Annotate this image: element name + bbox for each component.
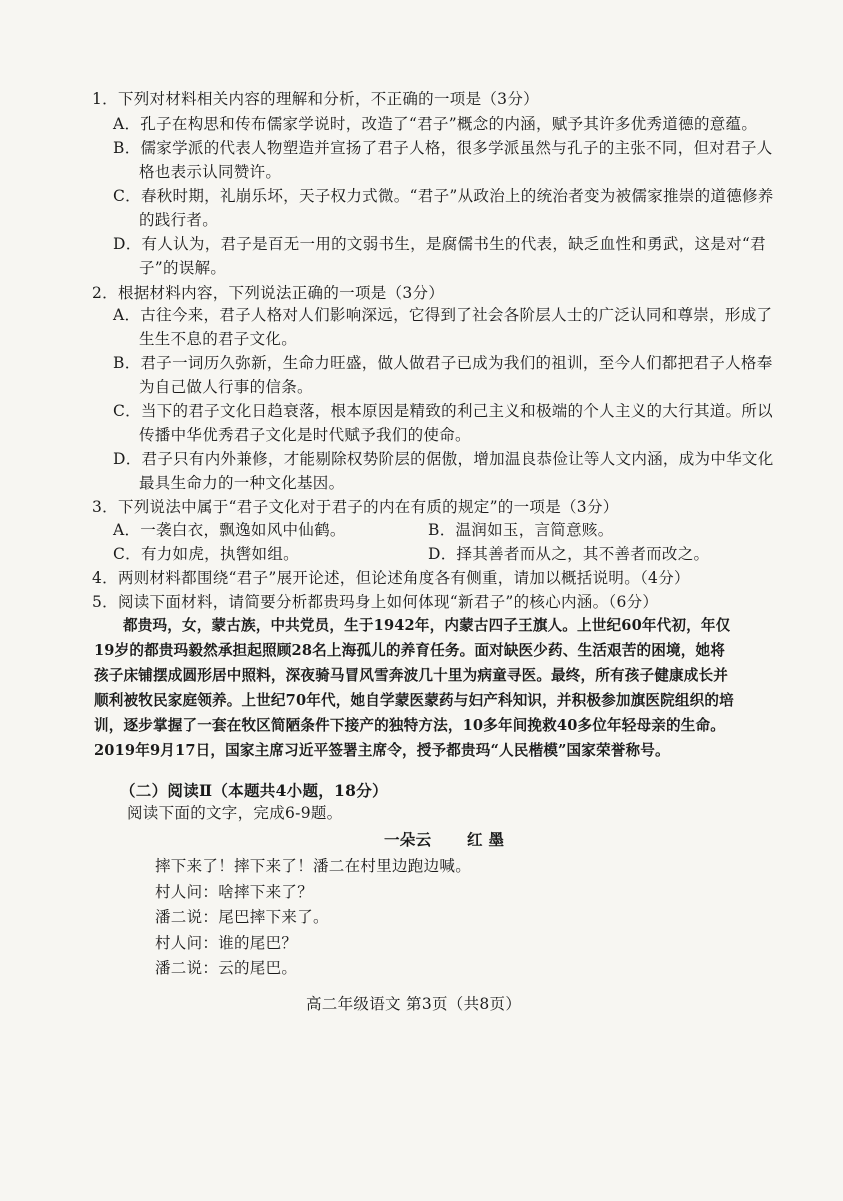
q3-option-b: B．温润如玉，言简意赅。	[428, 521, 614, 539]
q5-passage-line-5: 训，逐步掌握了一套在牧区简陋条件下接产的独特方法，10多年间挽救40多位年轻母亲的生命。	[94, 717, 725, 734]
q2-option-d-cont: 最具生命力的一种文化基因。	[139, 474, 345, 492]
q2-option-c-cont: 传播中华优秀君子文化是时代赋予我们的使命。	[139, 426, 471, 444]
q1-option-b: B．儒家学派的代表人物塑造并宣扬了君子人格，很多学派虽然与孔子的主张不同，但对君子人	[113, 139, 773, 157]
q1-option-c: C．春秋时期，礼崩乐坏，天子权力式微。“君子”从政治上的统治者变为被儒家推崇的道德修养	[113, 187, 774, 205]
q1-option-d: D．有人认为，君子是百无一用的文弱书生，是腐儒书生的代表，缺乏血性和勇武，这是对“君	[113, 235, 766, 253]
q3-stem: 3．下列说法中属于“君子文化对于君子的内在有质的规定”的一项是（3分）	[92, 498, 619, 516]
q5-passage-line-2: 19岁的都贵玛毅然承担起照顾28名上海孤儿的养育任务。面对缺医少药、生活艰苦的困境，她将	[94, 642, 725, 659]
section2-instruction: 阅读下面的文字，完成6-9题。	[127, 804, 343, 822]
q4-stem: 4．两则材料都围绕“君子”展开论述，但论述角度各有侧重，请加以概括说明。（4分）	[92, 569, 690, 587]
q3-option-a: A．一袭白衣，飘逸如风中仙鹤。	[113, 521, 346, 539]
q2-option-d: D．君子只有内外兼修，才能剔除权势阶层的倨傲，增加温良恭俭让等人文内涵，成为中华文化	[113, 450, 774, 468]
story-author: 红 墨	[467, 830, 505, 849]
q5-passage-line-4: 顺利被牧民家庭领养。上世纪70年代，她自学蒙医蒙药与妇产科知识，并积极参加旗医院组织的培	[94, 692, 734, 709]
story-line-1: 摔下来了！摔下来了！潘二在村里边跑边喊。	[155, 857, 472, 875]
q1-option-d-cont: 子”的误解。	[139, 259, 227, 277]
section2-heading: （二）阅读Ⅱ（本题共4小题，18分）	[120, 781, 388, 800]
q2-option-a: A．古往今来，君子人格对人们影响深远，它得到了社会各阶层人士的广泛认同和尊崇，形成了	[113, 306, 773, 324]
q2-stem: 2．根据材料内容，下列说法正确的一项是（3分）	[92, 284, 445, 302]
q3-option-c: C．有力如虎，执辔如组。	[113, 545, 299, 563]
story-line-2: 村人问：啥摔下来了？	[155, 883, 314, 901]
story-title: 一朵云	[384, 830, 432, 849]
q5-passage-line-1: 都贵玛，女，蒙古族，中共党员，生于1942年，内蒙古四子王旗人。上世纪60年代初，年仅	[123, 617, 731, 634]
q5-stem: 5．阅读下面材料，请简要分析都贵玛身上如何体现“新君子”的核心内涵。（6分）	[92, 593, 659, 611]
q2-option-b-cont: 为自己做人行事的信条。	[139, 378, 313, 396]
q5-passage-line-3: 孩子床铺摆成圆形居中照料，深夜骑马冒风雪奔波几十里为病童寻医。最终，所有孩子健康成长并	[94, 667, 728, 684]
story-line-4: 村人问：谁的尾巴？	[155, 934, 298, 952]
q2-option-a-cont: 生生不息的君子文化。	[139, 330, 298, 348]
q5-passage-line-6: 2019年9月17日，国家主席习近平签署主席令，授予都贵玛“人民楷模”国家荣誉称号。	[94, 742, 670, 759]
page-footer: 高二年级语文 第3页（共8页）	[306, 995, 522, 1013]
q1-option-b-cont: 格也表示认同赞许。	[139, 163, 282, 181]
q1-stem: 1．下列对材料相关内容的理解和分析，不正确的一项是（3分）	[92, 90, 539, 108]
q1-option-c-cont: 的践行者。	[139, 211, 219, 229]
q2-option-b: B．君子一词历久弥新，生命力旺盛，做人做君子已成为我们的祖训，至今人们都把君子人格奉	[113, 354, 773, 372]
story-line-3: 潘二说：尾巴摔下来了。	[155, 908, 329, 926]
q2-option-c: C．当下的君子文化日趋衰落，根本原因是精致的利己主义和极端的个人主义的大行其道。所以	[113, 402, 773, 420]
story-line-5: 潘二说：云的尾巴。	[155, 959, 298, 977]
q3-option-d: D．择其善者而从之，其不善者而改之。	[428, 545, 710, 563]
q1-option-a: A．孔子在构思和传布儒家学说时，改造了“君子”概念的内涵，赋予其许多优秀道德的意蕴。	[113, 115, 758, 133]
